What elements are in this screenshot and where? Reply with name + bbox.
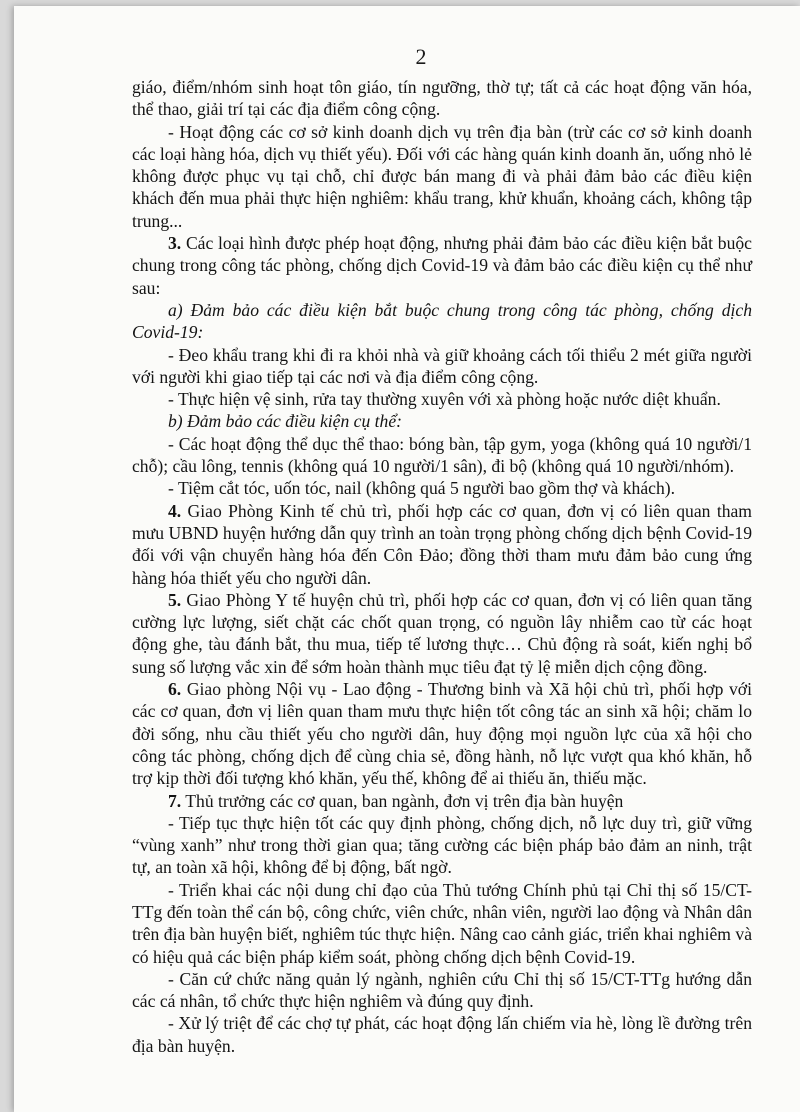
document-body — [132, 76, 752, 1057]
paragraph-text: - Tiệm cắt tóc, uốn tóc, nail (không quá 5 người bao gồm thợ và khách). — [168, 478, 675, 499]
paragraph-text: Thủ trưởng các cơ quan, ban ngành, đơn vị trên địa bàn huyện — [181, 790, 624, 811]
paragraph — [132, 232, 752, 299]
paragraph — [132, 299, 752, 344]
document-page — [14, 6, 800, 1112]
paragraph — [132, 433, 752, 478]
paragraph — [132, 879, 752, 968]
paragraph-text: a) Đảm bảo các điều kiện bắt buộc chung trong công tác phòng, chống dịch Covid-19: — [132, 299, 752, 343]
paragraph-text: - Triển khai các nội dung chỉ đạo của Thủ tướng Chính phủ tại Chỉ thị số 15/CT-TTg đến toàn thể cán bộ, công chức, viên chức, nhân viên, người lao động và Nhân dân trên địa bàn huyện biết, nghiêm túc thực hiện. Nâng cao cảnh giác, triển khai nghiêm và có hiệu quả các biện pháp kiểm soát, phòng chống dịch bệnh Covid-19. — [132, 879, 752, 967]
paragraph — [132, 344, 752, 389]
paragraph — [132, 477, 752, 499]
paragraph-text: Giao Phòng Y tế huyện chủ trì, phối hợp các cơ quan, đơn vị có liên quan tăng cường lực lượng, siết chặt các chốt quan trọng, có nguồn lây nhiễm cao từ các hoạt động ghe, tàu đánh bắt, thu mua, tiếp tế lương thực… Chủ động rà soát, kiến nghị bổ sung số lượng vắc xin để sớm hoàn thành mục tiêu đạt tỷ lệ miễn dịch cộng đồng. — [132, 589, 752, 677]
page-number: 2 — [415, 44, 427, 69]
paragraph — [132, 678, 752, 789]
paragraph-text: - Hoạt động các cơ sở kinh doanh dịch vụ trên địa bàn (trừ các cơ sở kinh doanh các loại hàng hóa, dịch vụ thiết yếu). Đối với các hàng quán kinh doanh ăn, uống nhỏ lẻ không được phục vụ tại chỗ, chỉ được bán mang đi và phải đảm bảo các điều kiện khách đến mua phải thực hiện nghiêm: khẩu trang, khử khuẩn, khoảng cách, không tập trung... — [132, 121, 752, 231]
paragraph — [132, 121, 752, 232]
paragraph-text: Giao phòng Nội vụ - Lao động - Thương binh và Xã hội chủ trì, phối hợp với các cơ quan, đơn vị liên quan tham mưu thực hiện tốt công tác an sinh xã hội; chăm lo đời sống, nhu cầu thiết yếu cho người dân, huy động mọi nguồn lực của xã hội cho công tác phòng, chống dịch để cùng chia sẻ, đồng hành, nỗ lực vượt qua khó khăn, hỗ trợ kịp thời đối tượng khó khăn, yếu thế, không để ai thiếu ăn, thiếu mặc. — [132, 679, 752, 789]
paragraph — [132, 968, 752, 1013]
paragraph — [132, 410, 752, 432]
paragraph-text: - Thực hiện vệ sinh, rửa tay thường xuyên với xà phòng hoặc nước diệt khuẩn. — [168, 389, 721, 410]
paragraph-text: - Tiếp tục thực hiện tốt các quy định phòng, chống dịch, nỗ lực duy trì, giữ vững “vùng xanh” như trong thời gian qua; tăng cường các biện pháp bảo đảm an ninh, trật tự, an toàn xã hội, không để bị động, bất ngờ. — [132, 812, 752, 878]
paragraph-text: Các loại hình được phép hoạt động, nhưng phải đảm bảo các điều kiện bắt buộc chung trong công tác phòng, chống dịch Covid-19 và đảm bảo các điều kiện cụ thể như sau: — [132, 233, 752, 298]
paragraph-text: - Đeo khẩu trang khi đi ra khỏi nhà và giữ khoảng cách tối thiểu 2 mét giữa người với người khi giao tiếp tại các nơi và địa điểm công cộng. — [132, 344, 752, 387]
paragraph-text: - Các hoạt động thể dục thể thao: bóng bàn, tập gym, yoga (không quá 10 người/1 chỗ); cầu lông, tennis (không quá 10 người/1 sân), đi bộ (không quá 10 người/nhóm). — [132, 433, 752, 477]
section-number: 6. — [168, 679, 182, 700]
paragraph-text: - Căn cứ chức năng quản lý ngành, nghiên cứu Chỉ thị số 15/CT-TTg hướng dẫn các cá nhân, tổ chức thực hiện nghiêm và đúng quy định. — [132, 968, 752, 1012]
section-number: 4. — [168, 500, 182, 521]
paragraph — [132, 589, 752, 678]
paragraph-text: b) Đảm bảo các điều kiện cụ thể: — [168, 411, 403, 432]
paragraph-text: Giao Phòng Kinh tế chủ trì, phối hợp các cơ quan, đơn vị có liên quan tham mưu UBND huyện hướng dẫn quy trình an toàn trọng phòng chống dịch bệnh Covid-19 đối với vận chuyển hàng hóa đến Côn Đảo; đồng thời tham mưu đảm bảo cung ứng hàng hóa thiết yếu cho người dân. — [132, 500, 752, 588]
paragraph — [132, 1012, 752, 1057]
paragraph — [132, 500, 752, 589]
paragraph-text: giáo, điểm/nhóm sinh hoạt tôn giáo, tín ngưỡng, thờ tự; tất cả các hoạt động văn hóa, thể thao, giải trí tại các địa điểm công cộng. — [132, 77, 752, 120]
section-number: 7. — [168, 790, 182, 811]
section-number: 5. — [168, 589, 182, 610]
paragraph — [132, 790, 752, 812]
paragraph-text: - Xử lý triệt để các chợ tự phát, các hoạt động lấn chiếm vỉa hè, lòng lề đường trên địa bàn huyện. — [132, 1013, 752, 1056]
section-number: 3. — [168, 233, 182, 254]
paragraph — [132, 76, 752, 121]
paragraph — [132, 812, 752, 879]
paragraph — [132, 388, 752, 410]
